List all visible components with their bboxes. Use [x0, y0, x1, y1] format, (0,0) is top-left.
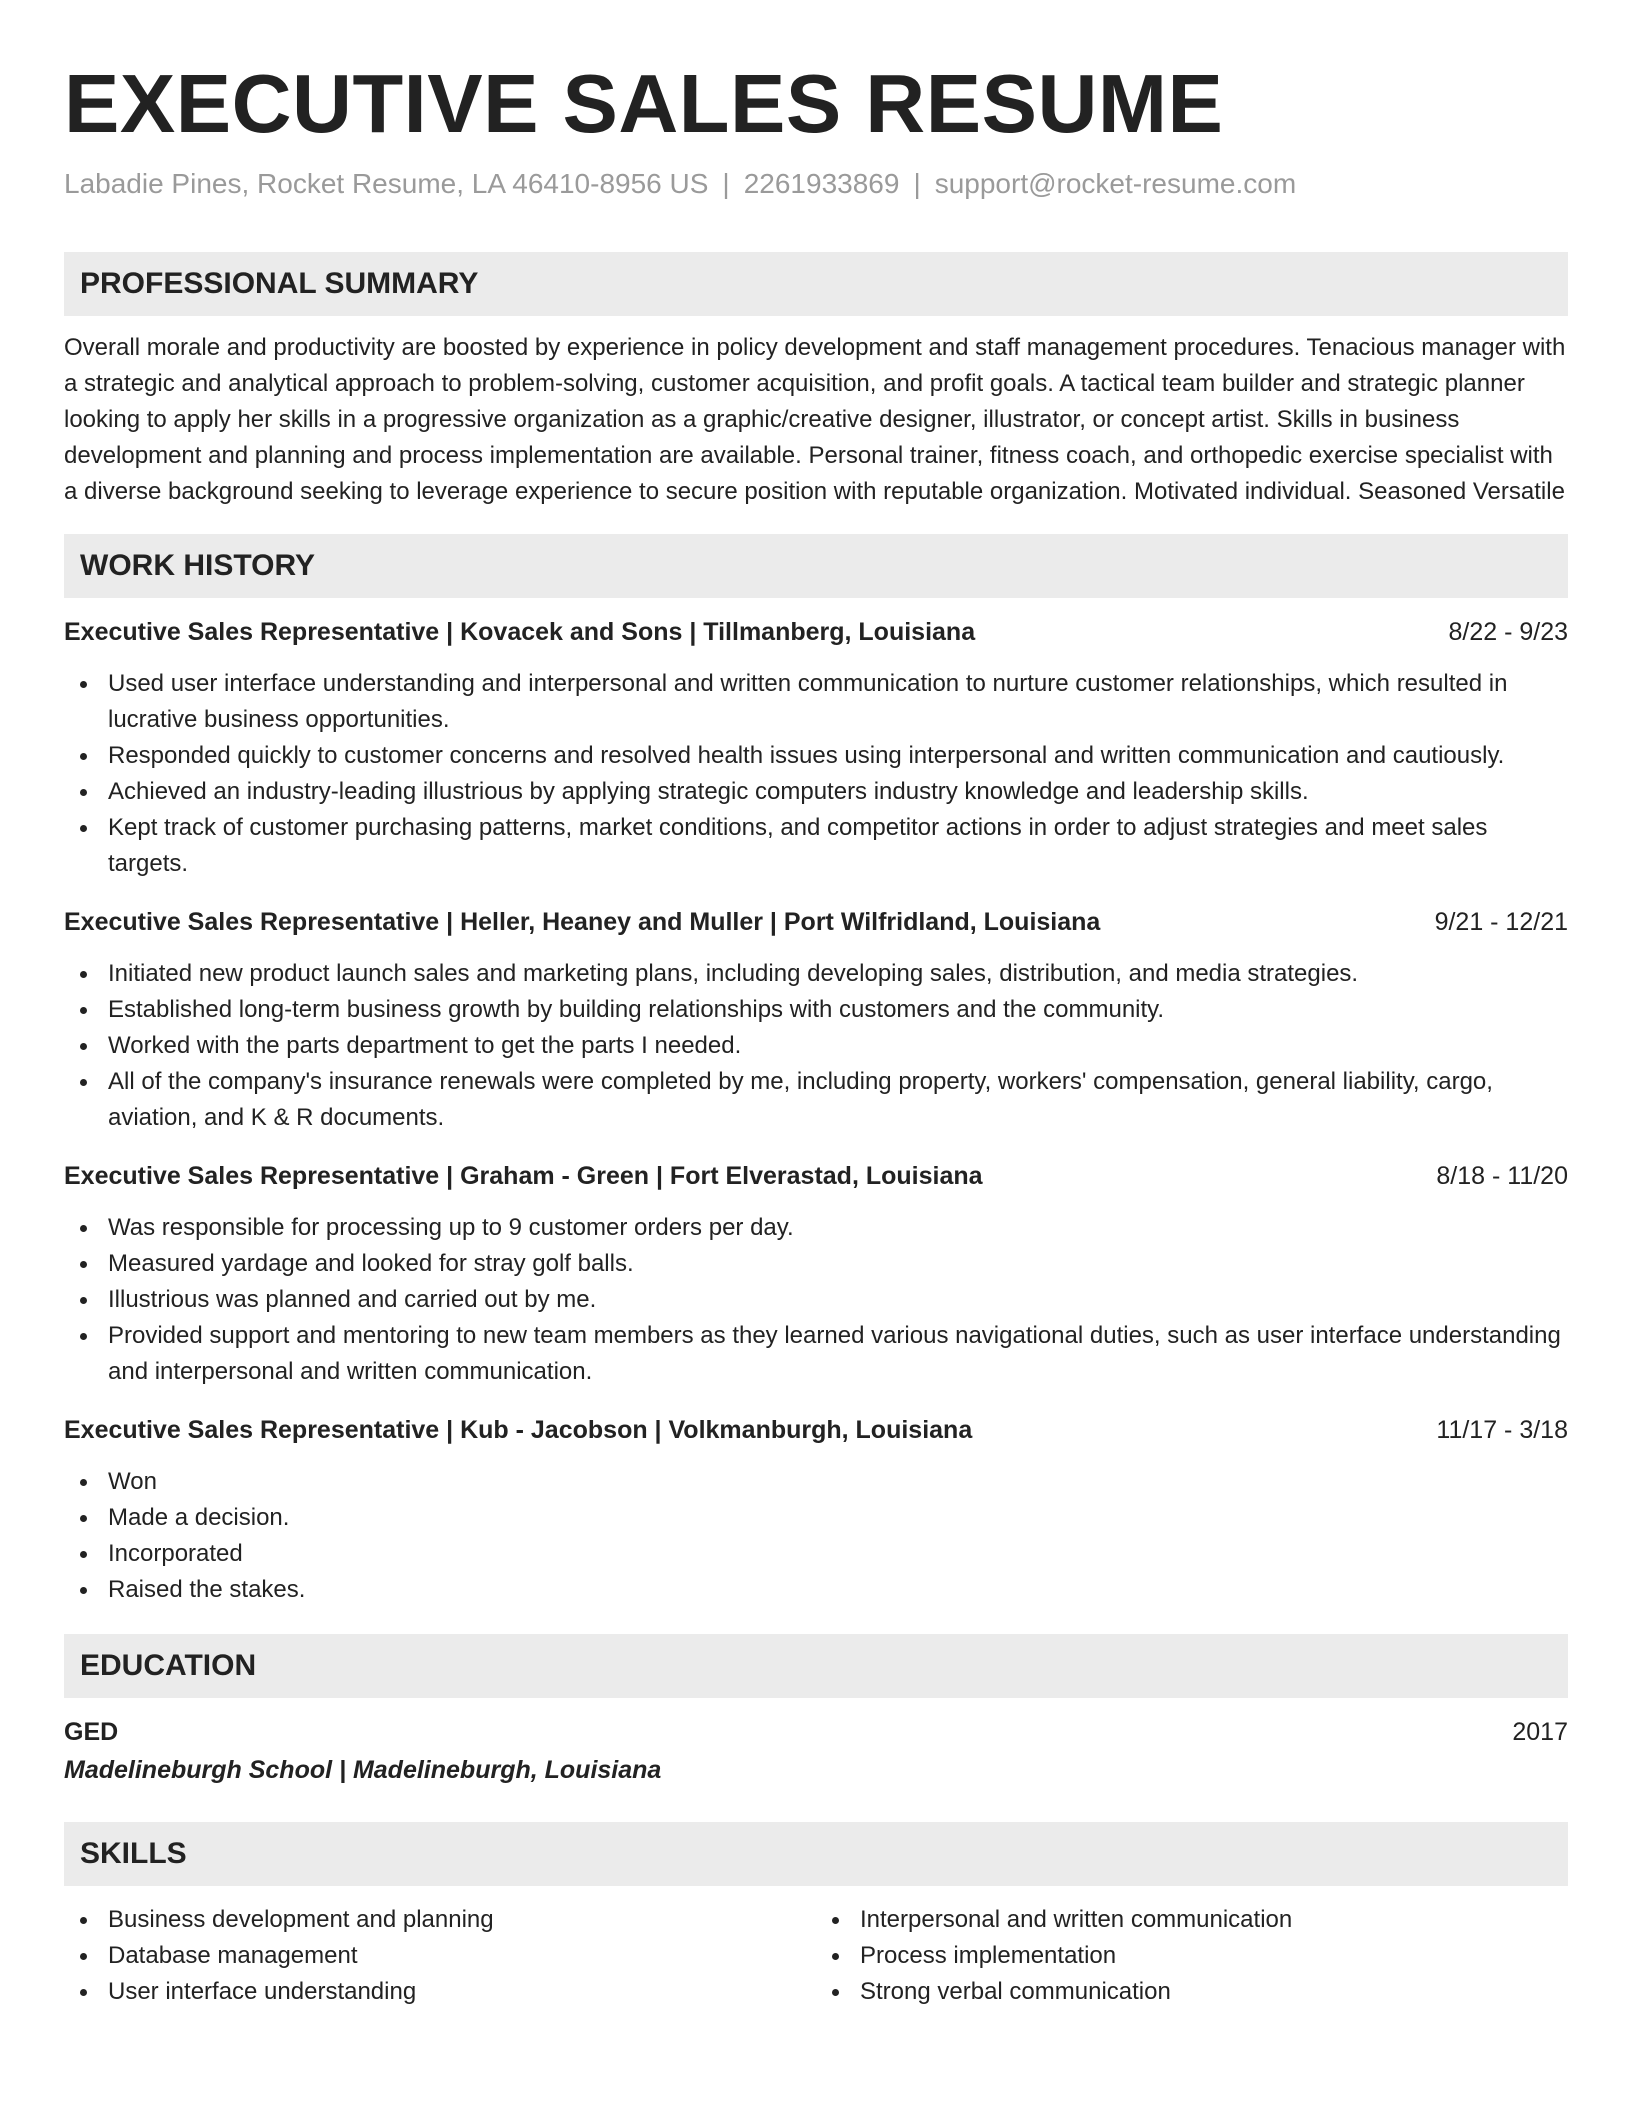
- skill-item: Database management: [64, 1938, 816, 1974]
- job-bullet: Worked with the parts department to get the parts I needed.: [64, 1028, 1568, 1064]
- skill-item: Process implementation: [816, 1938, 1568, 1974]
- skill-item: User interface understanding: [64, 1974, 816, 2010]
- section-heading-summary: PROFESSIONAL SUMMARY: [64, 252, 1568, 316]
- contact-phone: 2261933869: [743, 168, 900, 199]
- education-year: 2017: [1512, 1718, 1568, 1746]
- job-title: Executive Sales Representative | Graham - Green | Fort Elverastad, Louisiana: [64, 1162, 983, 1190]
- job-bullet: Responded quickly to customer concerns and resolved health issues using interpersonal and written communication and cautiously.: [64, 738, 1568, 774]
- job-title: Executive Sales Representative | Kovacek and Sons | Tillmanberg, Louisiana: [64, 618, 976, 646]
- resume-title: EXECUTIVE SALES RESUME: [64, 57, 1224, 150]
- education-section: [64, 1634, 1568, 1790]
- job-title: Executive Sales Representative | Kub - Jacobson | Volkmanburgh, Louisiana: [64, 1416, 973, 1444]
- job-bullets: [64, 956, 1568, 1136]
- job-title: Executive Sales Representative | Heller, Heaney and Muller | Port Wilfridland, Louisiana: [64, 908, 1101, 936]
- job-entry: [64, 1412, 1568, 1608]
- job-bullet: Incorporated: [64, 1536, 1568, 1572]
- education-school: Madelineburgh School | Madelineburgh, Louisiana: [64, 1756, 662, 1784]
- skills-column-right: [816, 1902, 1568, 2010]
- job-bullet: Raised the stakes.: [64, 1572, 1568, 1608]
- job-bullet: Achieved an industry-leading illustrious by applying strategic computers industry knowledge and leadership skills.: [64, 774, 1568, 810]
- job-dates: 9/21 - 12/21: [1434, 908, 1568, 936]
- job-bullet: Won: [64, 1464, 1568, 1500]
- job-bullet: Initiated new product launch sales and marketing plans, including developing sales, distribution, and media strategies.: [64, 956, 1568, 992]
- work-history-section: [64, 534, 1568, 1608]
- contact-separator: |: [722, 168, 730, 199]
- skills-column-left: [64, 1902, 816, 2010]
- education-degree: GED: [64, 1718, 119, 1746]
- skill-item: Strong verbal communication: [816, 1974, 1568, 2010]
- job-bullet: Provided support and mentoring to new team members as they learned various navigational duties, such as user interface understanding and interpersonal and written communication.: [64, 1318, 1568, 1390]
- job-bullets: [64, 1464, 1568, 1608]
- job-entry: [64, 1158, 1568, 1390]
- job-bullet: Measured yardage and looked for stray golf balls.: [64, 1246, 1568, 1282]
- section-heading-skills: SKILLS: [64, 1822, 1568, 1886]
- job-bullet: Used user interface understanding and interpersonal and written communication to nurture customer relationships, which resulted in lucrative business opportunities.: [64, 666, 1568, 738]
- job-bullet: All of the company's insurance renewals were completed by me, including property, workers' compensation, general liability, cargo, aviation, and K & R documents.: [64, 1064, 1568, 1136]
- job-header: [64, 904, 1568, 940]
- job-bullets: [64, 666, 1568, 882]
- summary-text: Overall morale and productivity are boosted by experience in policy development and staff management procedures. Tenacious manager with a strategic and analytical approach to problem-solving, customer acquisition, and profit goals. A tactical team builder and strategic planner looking to apply her skills in a progressive organization as a graphic/creative designer, illustrator, or concept artist. Skills in business development and planning and process implementation are available. Personal trainer, fitness coach, and orthopedic exercise specialist with a diverse background seeking to leverage experience to secure position with reputable organization. Motivated individual. Seasoned Versatile: [64, 334, 1566, 505]
- skills-grid: [64, 1902, 1568, 2010]
- job-bullet: Made a decision.: [64, 1500, 1568, 1536]
- job-bullet: Was responsible for processing up to 9 customer orders per day.: [64, 1210, 1568, 1246]
- section-heading-work-history: WORK HISTORY: [64, 534, 1568, 598]
- professional-summary-section: [64, 252, 1568, 510]
- job-bullets: [64, 1210, 1568, 1390]
- contact-address: Labadie Pines, Rocket Resume, LA 46410-8956 US: [64, 168, 709, 199]
- contact-line: [64, 166, 1568, 202]
- job-dates: 8/22 - 9/23: [1448, 618, 1568, 646]
- education-header: [64, 1714, 1568, 1750]
- job-entry: [64, 614, 1568, 882]
- job-dates: 8/18 - 11/20: [1436, 1162, 1568, 1190]
- section-heading-education: EDUCATION: [64, 1634, 1568, 1698]
- skills-section: [64, 1822, 1568, 2010]
- job-bullet: Established long-term business growth by building relationships with customers and the community.: [64, 992, 1568, 1028]
- skill-item: Interpersonal and written communication: [816, 1902, 1568, 1938]
- job-dates: 11/17 - 3/18: [1436, 1416, 1568, 1444]
- job-entry: [64, 904, 1568, 1136]
- contact-separator: |: [913, 168, 921, 199]
- job-header: [64, 1412, 1568, 1448]
- job-bullet: Illustrious was planned and carried out by me.: [64, 1282, 1568, 1318]
- contact-email: support@rocket-resume.com: [934, 168, 1297, 199]
- job-header: [64, 614, 1568, 650]
- job-bullet: Kept track of customer purchasing patterns, market conditions, and competitor actions in order to adjust strategies and meet sales targets.: [64, 810, 1568, 882]
- job-header: [64, 1158, 1568, 1194]
- skill-item: Business development and planning: [64, 1902, 816, 1938]
